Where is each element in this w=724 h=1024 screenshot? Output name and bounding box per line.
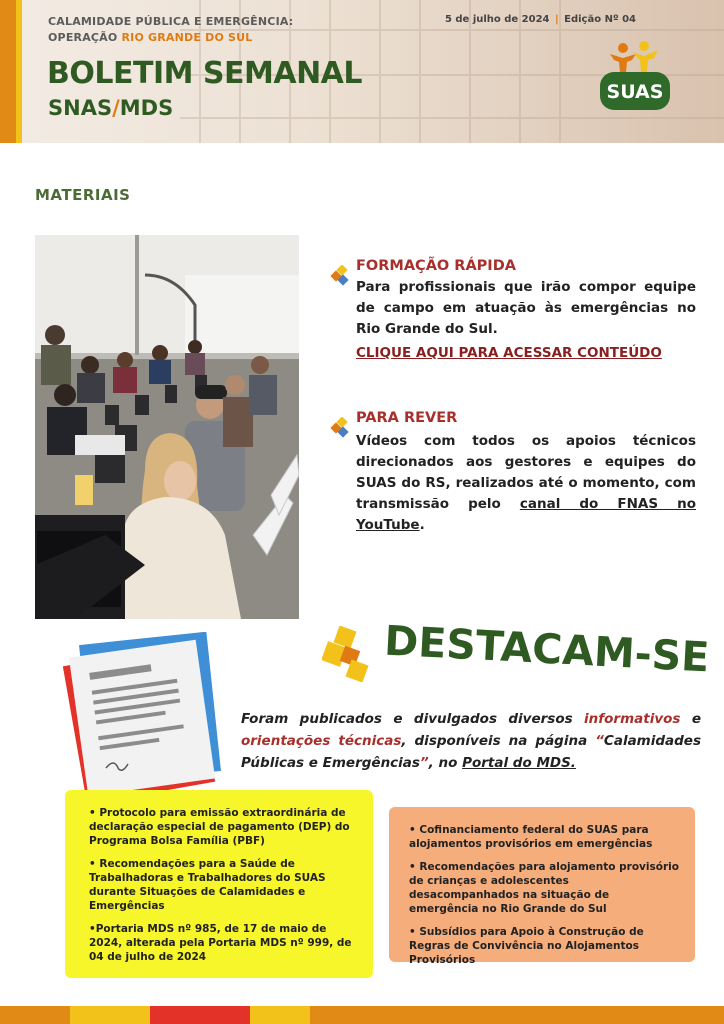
intro-part-d: , no xyxy=(428,755,463,771)
subtitle-snas: SNAS xyxy=(48,96,113,120)
formacao-access-link[interactable]: CLIQUE AQUI PARA ACESSAR CONTEÚDO xyxy=(356,345,662,361)
portal-mds-link[interactable]: Portal do MDS. xyxy=(462,755,576,771)
item-title-formacao: FORMAÇÃO RÁPIDA xyxy=(356,258,516,274)
header-line2 xyxy=(48,30,293,46)
footer-segment xyxy=(250,1006,310,1024)
orange-materials-box xyxy=(389,807,695,966)
footer-segment xyxy=(150,1006,250,1024)
list-item[interactable]: • Recomendações para alojamento provisório de crianças e adolescentes desacompanhados na situação de emergência no Rio Grande do Sul xyxy=(409,861,679,915)
logo-text: SUAS xyxy=(606,81,664,103)
destacam-heading-text: DESTACAM-SE xyxy=(383,617,711,682)
item-text-rever xyxy=(356,431,696,536)
header-line2-accent: RIO GRANDE DO SUL xyxy=(121,31,253,44)
training-room-photo xyxy=(35,235,299,619)
intro-part-a: Foram publicados e divulgados diversos xyxy=(241,711,585,727)
header-banner xyxy=(0,0,724,143)
intro-quote-open: “ xyxy=(595,733,604,749)
list-item[interactable]: • Subsídios para Apoio à Construção de Regras de Convivência no Alojamentos Provisórios xyxy=(409,926,644,966)
fnas-youtube-link[interactable]: canal do FNAS no YouTube xyxy=(356,496,697,533)
rever-description-end: . xyxy=(419,517,425,533)
item-text-formacao xyxy=(356,277,696,364)
destacam-squares-icon xyxy=(322,626,372,682)
intro-page-name: Calamidades Públicas e Emergências xyxy=(241,733,701,771)
subtitle-slash: / xyxy=(112,96,120,120)
list-item[interactable]: • Recomendações para a Saúde de Trabalhadoras e Trabalhadores do SUAS durante Situações de Calamidades e Emergências xyxy=(89,858,326,912)
intro-quote-close: ” xyxy=(419,755,429,771)
edition-separator: | xyxy=(555,14,559,25)
destacam-intro xyxy=(241,708,701,774)
header-line2-prefix: OPERAÇÃO xyxy=(48,31,122,44)
formacao-diamond-icon xyxy=(330,265,352,287)
intro-part-b: e xyxy=(680,711,702,727)
list-item[interactable]: •Portaria MDS nº 985, de 17 de maio de 2024, alterada pela Portaria MDS nº 999, de 04 de julho de 2024 xyxy=(89,923,352,963)
page-title: BOLETIM SEMANAL xyxy=(47,56,363,91)
edition-info xyxy=(445,14,636,25)
edition-date: 5 de julho de 2024 xyxy=(444,14,550,25)
edition-number: Edição Nº 04 xyxy=(564,14,636,25)
section-title: MATERIAIS xyxy=(35,186,131,204)
footer-segment xyxy=(310,1006,724,1024)
item-title-rever: PARA REVER xyxy=(356,410,458,426)
intro-part-c: , disponíveis na página xyxy=(401,733,596,749)
orange-stripe xyxy=(0,0,16,143)
destacam-heading xyxy=(382,617,712,687)
intro-informativos: informativos xyxy=(584,711,681,727)
footer-color-bar xyxy=(0,1006,724,1024)
document-illustration xyxy=(56,632,228,800)
subtitle-mds: MDS xyxy=(119,96,174,120)
footer-segment xyxy=(0,1006,70,1024)
rever-description: Vídeos com todos os apoios técnicos direcionados aos gestores e equipes do SUAS do RS, realizados até o momento, com transmissão pelo xyxy=(356,433,696,512)
intro-orientacoes: orientações técnicas xyxy=(241,733,402,749)
header-subject xyxy=(48,14,293,46)
yellow-materials-box xyxy=(65,790,373,978)
footer-segment xyxy=(70,1006,150,1024)
suas-logo xyxy=(596,38,674,114)
yellow-stripe xyxy=(16,0,22,143)
page-subtitle xyxy=(48,96,173,120)
list-item[interactable]: • Cofinanciamento federal do SUAS para alojamentos provisórios em emergências xyxy=(409,824,653,850)
list-item[interactable]: • Protocolo para emissão extraordinária de declaração especial de pagamento (DEP) do Programa Bolsa Família (PBF) xyxy=(89,807,350,847)
header-line1: CALAMIDADE PÚBLICA E EMERGÊNCIA: xyxy=(48,15,294,28)
formacao-description: Para profissionais que irão compor equipe de campo em atuação às emergências no Rio Grande do Sul. xyxy=(356,279,696,337)
rever-diamond-icon xyxy=(330,417,352,439)
